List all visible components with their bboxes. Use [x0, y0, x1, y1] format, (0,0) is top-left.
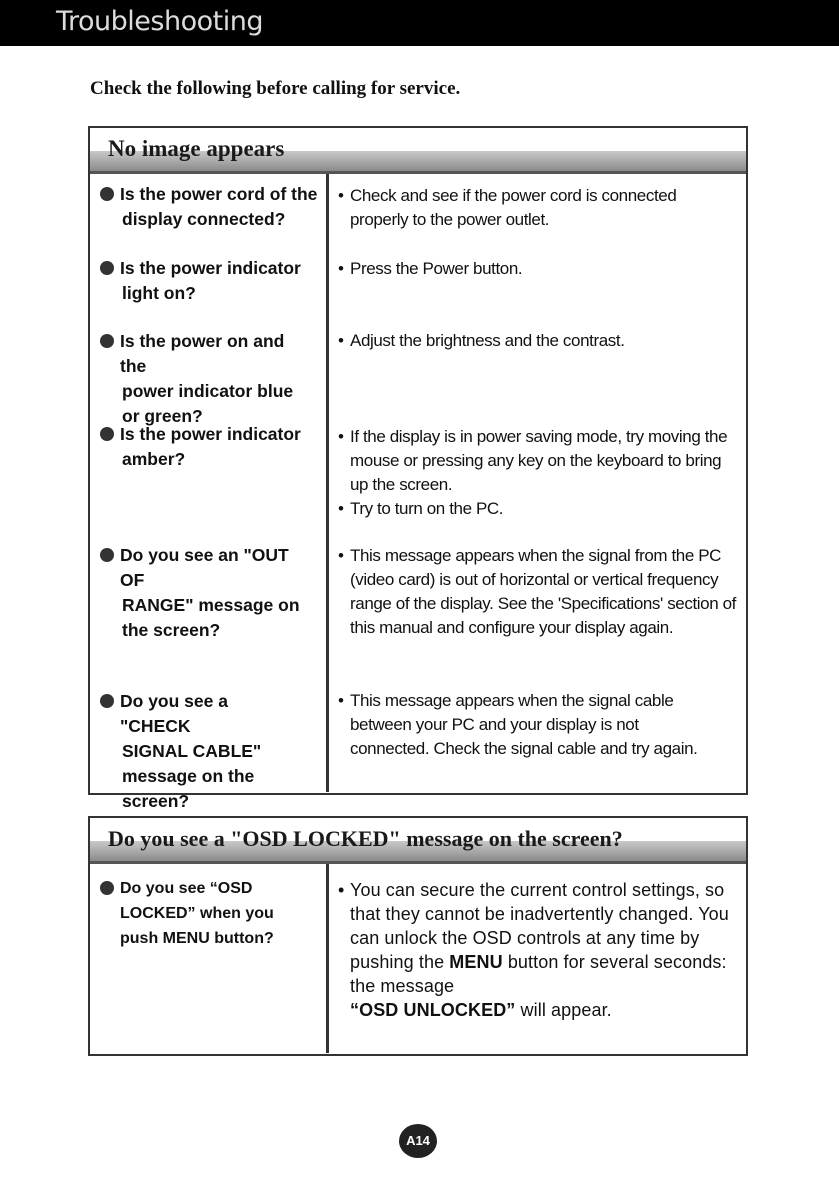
- question-line1: Is the power on and the: [120, 331, 285, 376]
- answer: [338, 329, 738, 353]
- section-osd-locked: [88, 816, 748, 1056]
- question: [100, 256, 326, 306]
- question-line2: RANGE" message on the screen?: [122, 595, 300, 640]
- section-title: Do you see a "OSD LOCKED" message on the screen?: [108, 826, 623, 851]
- question-line2: power indicator blue or green?: [122, 381, 294, 426]
- menu-label: MENU: [449, 952, 503, 972]
- page-title: Troubleshooting: [56, 6, 263, 37]
- section-body: [90, 174, 746, 811]
- answer-text: Check and see if the power cord is connected properly to the power outlet.: [350, 186, 677, 229]
- question-line2: display connected?: [122, 209, 286, 229]
- section-header: [90, 128, 746, 174]
- answer: [338, 257, 738, 281]
- osd-unlocked-label: “OSD UNLOCKED”: [350, 1000, 516, 1020]
- answer-text: button for several seconds: the message: [350, 952, 727, 996]
- bullet-icon: [100, 881, 114, 895]
- question-line1: Is the power indicator: [120, 258, 301, 278]
- bullet-icon: [100, 334, 114, 348]
- column-divider: [326, 174, 329, 792]
- section-no-image: [88, 126, 748, 811]
- answer-text: Adjust the brightness and the contrast.: [350, 331, 625, 350]
- question: [100, 689, 326, 814]
- bullet-dot: •: [338, 186, 344, 205]
- question-line1: Do you see a "CHECK: [120, 691, 228, 736]
- answer: [338, 689, 718, 761]
- question: [100, 182, 326, 232]
- question-line2: light on?: [122, 283, 196, 303]
- bullet-icon: [100, 261, 114, 275]
- bullet-dot: •: [338, 880, 345, 900]
- answer-text: This message appears when the signal cable between your PC and your display is not connected. Check the signal cable and try again.: [350, 691, 698, 758]
- question-text: Do you see “OSD LOCKED” when you push MENU button?: [120, 880, 274, 947]
- question-line1: Is the power cord of the: [120, 184, 318, 204]
- question: [100, 543, 326, 643]
- bullet-dot: •: [338, 331, 344, 350]
- answer: [338, 544, 738, 640]
- page-number-badge: A14: [399, 1124, 437, 1158]
- section-body: [90, 864, 746, 1053]
- bullet-dot: •: [338, 259, 344, 278]
- bullet-dot: •: [338, 499, 344, 518]
- bullet-icon: [100, 694, 114, 708]
- answer-text: If the display is in power saving mode, try moving the mouse or pressing any key on the keyboard to bring up the screen.: [350, 427, 728, 494]
- answer-text: Press the Power button.: [350, 259, 523, 278]
- bullet-icon: [100, 548, 114, 562]
- answer-text: Try to turn on the PC.: [350, 499, 504, 518]
- question: [100, 876, 326, 951]
- answer-text: will appear.: [520, 1000, 612, 1020]
- section-title: No image appears: [108, 136, 285, 161]
- intro-text: Check the following before calling for service.: [90, 78, 461, 99]
- answer: [338, 184, 738, 232]
- bullet-dot: •: [338, 546, 344, 565]
- answer: [338, 425, 738, 521]
- bullet-icon: [100, 427, 114, 441]
- answer-text: You can secure the current control settings, so that they cannot be inadvertently changed. You can unlock the OSD controls at any time by pushing the: [350, 880, 729, 972]
- question-line1: Do you see an "OUT OF: [120, 545, 289, 590]
- question-line2: amber?: [122, 449, 186, 469]
- answer-text: This message appears when the signal from the PC (video card) is out of horizontal or vertical frequency range of the display. See the 'Specifications' section of this manual and configure your display again.: [350, 546, 736, 637]
- answer: [338, 878, 738, 1022]
- column-divider: [326, 864, 329, 1053]
- top-bar: [0, 0, 839, 46]
- bullet-dot: •: [338, 691, 344, 710]
- question-line1: Is the power indicator: [120, 424, 301, 444]
- question: [100, 422, 326, 472]
- bullet-icon: [100, 187, 114, 201]
- bullet-dot: •: [338, 427, 344, 446]
- section-header: [90, 818, 746, 864]
- question-line2: SIGNAL CABLE" message on the screen?: [122, 741, 262, 811]
- question: [100, 329, 326, 429]
